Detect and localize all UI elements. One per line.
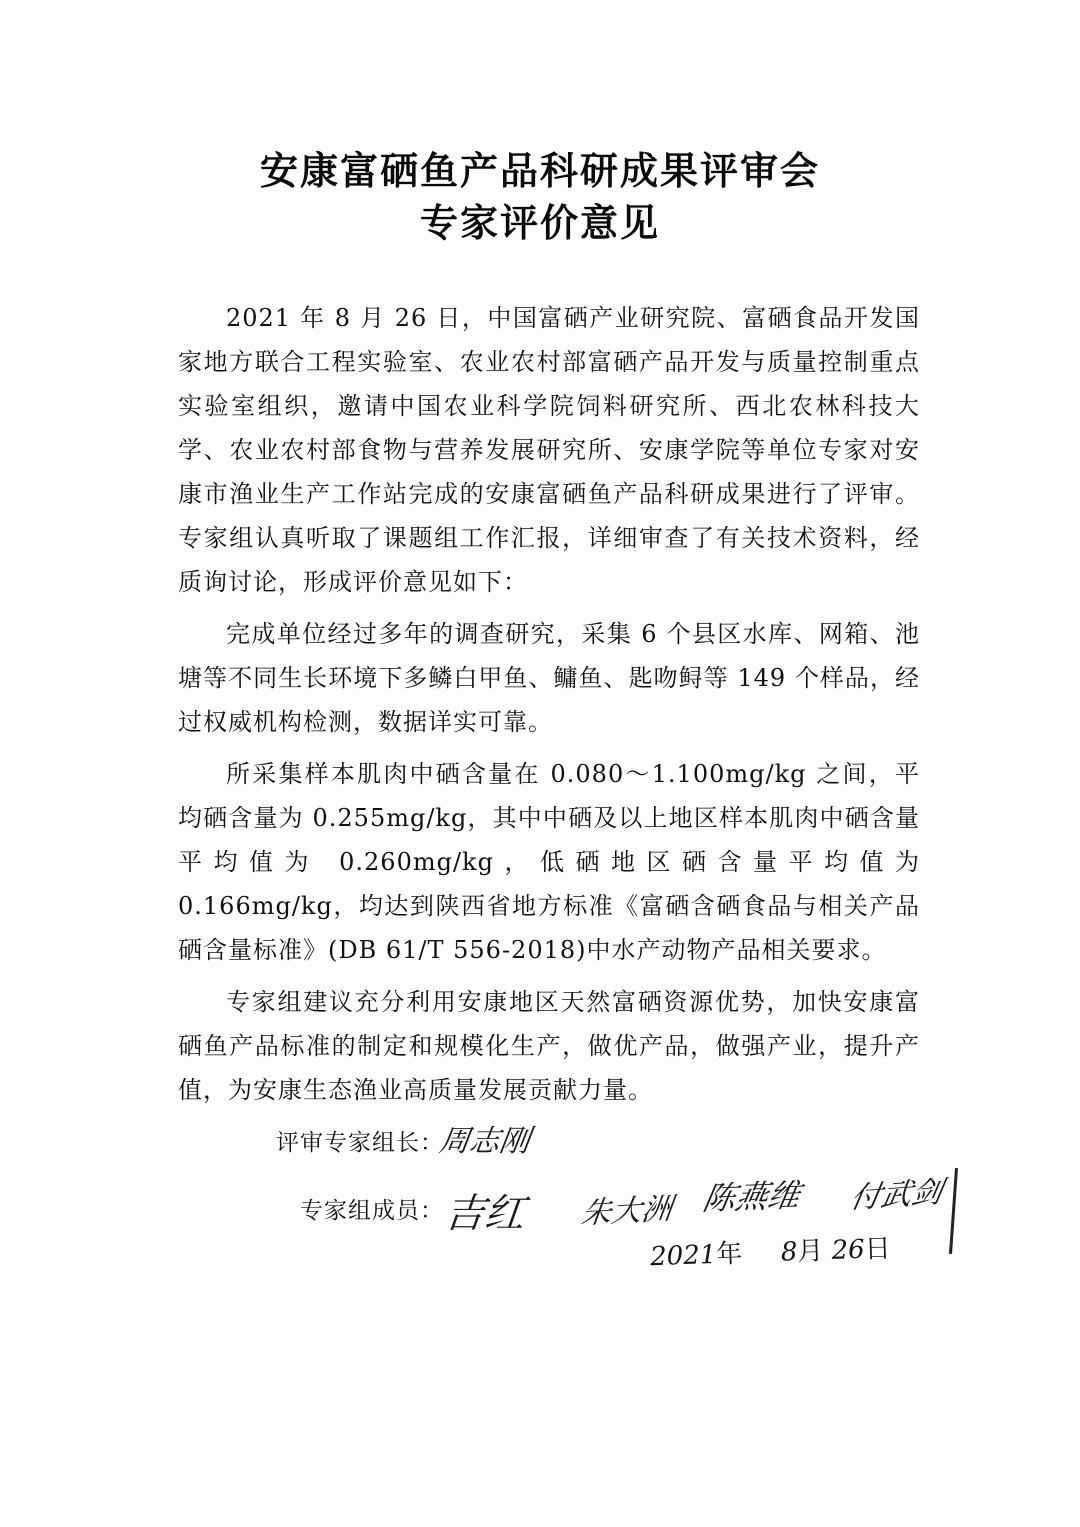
signature-stroke — [949, 1168, 958, 1254]
document-subtitle: 专家评价意见 — [419, 201, 660, 245]
paragraph-selenium-content: 所采集样本肌肉中硒含量在 0.080～1.100mg/kg 之间，平均硒含量为 0.255mg/kg，其中中硒及以上地区样本肌肉中硒含量平均值为 0.260mg/kg，低硒地区硒含量平均值为 0.166mg/kg，均达到陕西省地方标准《富硒含硒食品与相关产品硒含量标准》(DB 61/T 556-2018)中水产动物产品相关要求。 — [178, 760, 920, 964]
members-label: 专家组成员： — [300, 1198, 444, 1224]
date-month-suffix: 月 — [796, 1236, 824, 1268]
date-year: 2021 — [649, 1239, 717, 1273]
leader-signature: 周志刚 — [437, 1124, 532, 1159]
member-signature-2: 朱大洲 — [579, 1191, 675, 1232]
document-body — [178, 296, 920, 1120]
handwritten-date — [649, 1228, 891, 1273]
document-title: 安康富硒鱼产品科研成果评审会 — [259, 149, 820, 193]
leader-label: 评审专家组长： — [276, 1130, 444, 1156]
paragraph-sampling: 完成单位经过多年的调查研究，采集 6 个县区水库、网箱、池塘等不同生长环境下多鳞白甲鱼、鳙鱼、匙吻鲟等 149 个样品，经过权威机构检测，数据详实可靠。 — [178, 620, 920, 736]
paragraph-recommendation: 专家组建议充分利用安康地区天然富硒资源优势，加快安康富硒鱼产品标准的制定和规模化生产，做优产品，做强产业，提升产值，为安康生态渔业高质量发展贡献力量。 — [178, 988, 920, 1104]
date-day-suffix: 日 — [864, 1233, 892, 1265]
date-day: 26 — [831, 1234, 866, 1266]
date-month: 8 — [780, 1237, 798, 1268]
paragraph-review-intro: 2021 年 8 月 26 日，中国富硒产业研究院、富硒食品开发国家地方联合工程实验室、农业农村部富硒产品开发与质量控制重点实验室组织，邀请中国农业科学院饲料研究所、西北农林科技大学、农业农村部食物与营养发展研究所、安康学院等单位专家对安康市渔业生产工作站完成的安康富硒鱼产品科研成果进行了评审。专家组认真听取了课题组工作汇报，详细审查了有关技术资料，经质询讨论，形成评价意见如下： — [178, 304, 920, 596]
member-signature-1: 吉红 — [442, 1191, 528, 1237]
member-signature-4: 付武剑 — [847, 1174, 946, 1217]
member-signature-3: 陈燕维 — [699, 1176, 804, 1218]
date-year-suffix: 年 — [715, 1238, 743, 1270]
